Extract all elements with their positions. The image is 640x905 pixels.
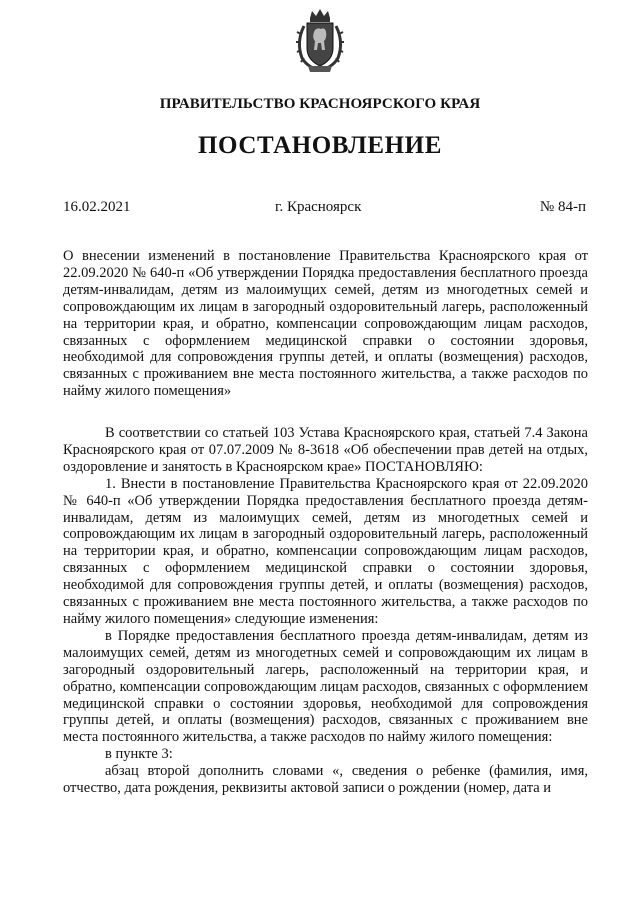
document-city: г. Красноярск <box>275 199 362 215</box>
order-paragraph: в Порядке предоставления бесплатного проезда детям-инвалидам, детям из малоимущих семей, детям из многодетных семей и сопровождающим их лицам в загородный оздоровительный лагерь, расположенный на территории края, и обратно, компенсации сопровождающим лицам расходов, связанных с оформлением медицинской справки о состоянии здоровья, необходимой для сопровождения группы детей, и оплаты (возмещения) расходов, связанных с проживанием вне места постоянного жительства, а также расходов по найму жилого помещения: <box>63 627 588 746</box>
document-number: № 84-п <box>539 199 586 215</box>
government-name: ПРАВИТЕЛЬСТВО КРАСНОЯРСКОГО КРАЯ <box>159 96 481 112</box>
document-body <box>63 425 588 797</box>
document-date: 16.02.2021 <box>63 199 131 215</box>
point-3-paragraph: в пункте 3: <box>105 746 173 763</box>
preamble-paragraph: В соответствии со статьей 103 Устава Красноярского края, статьей 7.4 Закона Красноярского края от 07.07.2009 № 8-3618 «Об обеспечении прав детей на отдых, оздоровление и занятость в Красноярском крае» ПОСТАНОВЛЯЮ: <box>63 425 588 475</box>
item-1-paragraph: 1. Внести в постановление Правительства Красноярского края от 22.09.2020 № 640-п «Об утверждении Порядка предоставления бесплатного проезда детям-инвалидам, детям из малоимущих семей, детям из многодетных семей и сопровождающим их лицам в загородный оздоровительный лагерь, расположенный на территории края, и обратно, компенсации сопровождающим лицам расходов, связанных с оформлением медицинской справки о состоянии здоровья, необходимой для сопровождения группы детей, и оплаты (возмещения) расходов, связанных с проживанием вне места постоянного жительства, а также расходов по найму жилого помещения» следующие изменения: <box>63 475 588 627</box>
subject-text: О внесении изменений в постановление Правительства Красноярского края от 22.09.2020 № 640-п «Об утверждении Порядка предоставления бесплатного проезда детям-инвалидам, детям из малоимущих семей, детям из многодетных семей и сопровождающим их лицам в загородный оздоровительный лагерь, расположенный на территории края, и обратно, компенсации сопровождающим лицам расходов, связанных с оформлением медицинской справки о состоянии здоровья, необходимой для сопровождения группы детей, и оплаты (возмещения) расходов, связанных с проживанием вне места постоянного жительства, а также расходов по найму жилого помещения» <box>63 248 588 400</box>
document-subject <box>63 248 588 400</box>
paragraph-two-amendment: абзац второй дополнить словами «, сведения о ребенке (фамилия, имя, отчество, дата рождения, реквизиты актовой записи о рождении (номер, дата и <box>63 763 588 797</box>
document-type: ПОСТАНОВЛЕНИЕ <box>197 132 443 159</box>
coat-of-arms-icon <box>292 8 348 74</box>
